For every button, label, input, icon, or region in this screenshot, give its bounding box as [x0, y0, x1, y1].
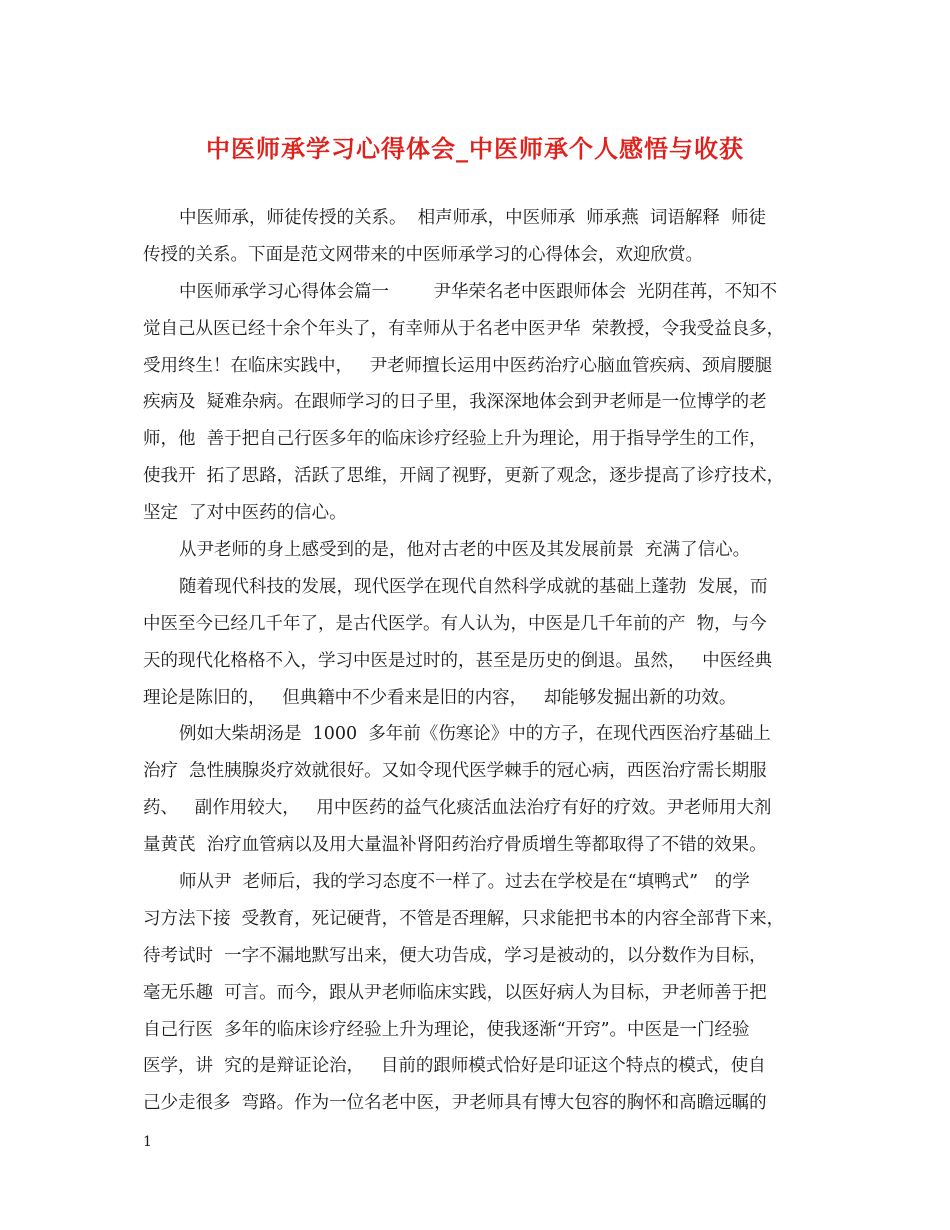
text-line: 使我开 拓了思路，活跃了思维，开阔了视野，更新了观念，逐步提高了诊疗技术， [143, 466, 785, 487]
text-line: 医学，讲 究的是辩证论治， 目前的跟师模式恰好是印证这个特点的模式，使自 [143, 1056, 766, 1077]
text-line: 己少走很多 弯路。作为一位名老中医，尹老师具有博大包容的胸怀和高瞻远瞩的 [143, 1093, 767, 1114]
text-line: 例如大柴胡汤是 1000 多年前《伤寒论》中的方子，在现代西医治疗基础上 [179, 724, 771, 745]
text-line: 理论是陈旧的， 但典籍中不少看来是旧的内容， 却能够发掘出新的功效。 [143, 687, 737, 708]
text-line: 受用终生！在临床实践中， 尹老师擅长运用中医药治疗心脑血管疾病、颈肩腰腿 [143, 355, 773, 376]
text-line: 坚定 了对中医药的信心。 [143, 503, 347, 524]
page-number: 1 [143, 1134, 152, 1150]
text-line: 治疗 急性胰腺炎疗效就很好。又如令现代医学棘手的冠心病，西医治疗需长期服 [143, 761, 767, 782]
text-line: 师从尹 老师后，我的学习态度不一样了。过去在学校是在“填鸭式” 的学 [179, 872, 750, 893]
text-line: 天的现代化格格不入，学习中医是过时的，甚至是历史的倒退。虽然， 中医经典 [143, 650, 773, 671]
text-line: 中医师承，师徒传授的关系。 相声师承，中医师承 师承燕 词语解释 师徒 [179, 208, 766, 228]
text-line: 随着现代科技的发展，现代医学在现代自然科学成就的基础上蓬勃 发展，而 [179, 576, 768, 597]
document-body [143, 200, 811, 1122]
document-title: 中医师承学习心得体会_中医师承个人感悟与收获 [206, 135, 744, 163]
text-line: 传授的关系。下面是范文网带来的中医师承学习的心得体会，欢迎欣赏。 [143, 244, 703, 265]
text-line: 觉自己从医已经十余个年头了，有幸师从于名老中医尹华 荣教授，令我受益良多， [143, 318, 785, 339]
text-line: 待考试时 一字不漏地默写出来，便大功告成，学习是被动的，以分数作为目标， [143, 945, 767, 966]
text-line: 疾病及 疑难杂病。在跟师学习的日子里，我深深地体会到尹老师是一位博学的老 [143, 392, 767, 413]
text-line: 师，他 善于把自己行医多年的临床诊疗经验上升为理论，用于指导学生的工作， [143, 429, 767, 450]
text-line: 自己行医 多年的临床诊疗经验上升为理论，使我逐渐“开窍”。中医是一门经验 [143, 1019, 750, 1040]
text-line: 中医师承学习心得体会篇一 尹华荣名老中医跟师体会 光阴荏苒，不知不 [179, 281, 778, 302]
text-line: 习方法下接 受教育，死记硬背，不管是否理解，只求能把书本的内容全部背下来， [143, 908, 785, 929]
text-line: 中医至今已经几千年了，是古代医学。有人认为，中医是几千年前的产 物，与今 [143, 613, 767, 634]
text-line: 药、 副作用较大， 用中医药的益气化痰活血法治疗有好的疗效。尹老师用大剂 [143, 798, 772, 819]
text-line: 从尹老师的身上感受到的是，他对古老的中医及其发展前景 充满了信心。 [179, 540, 751, 561]
text-line: 毫无乐趣 可言。而今，跟从尹老师临床实践，以医好病人为目标，尹老师善于把 [143, 982, 767, 1003]
text-line: 量黄芪 治疗血管病以及用大量温补肾阳药治疗骨质增生等都取得了不错的效果。 [143, 835, 767, 856]
